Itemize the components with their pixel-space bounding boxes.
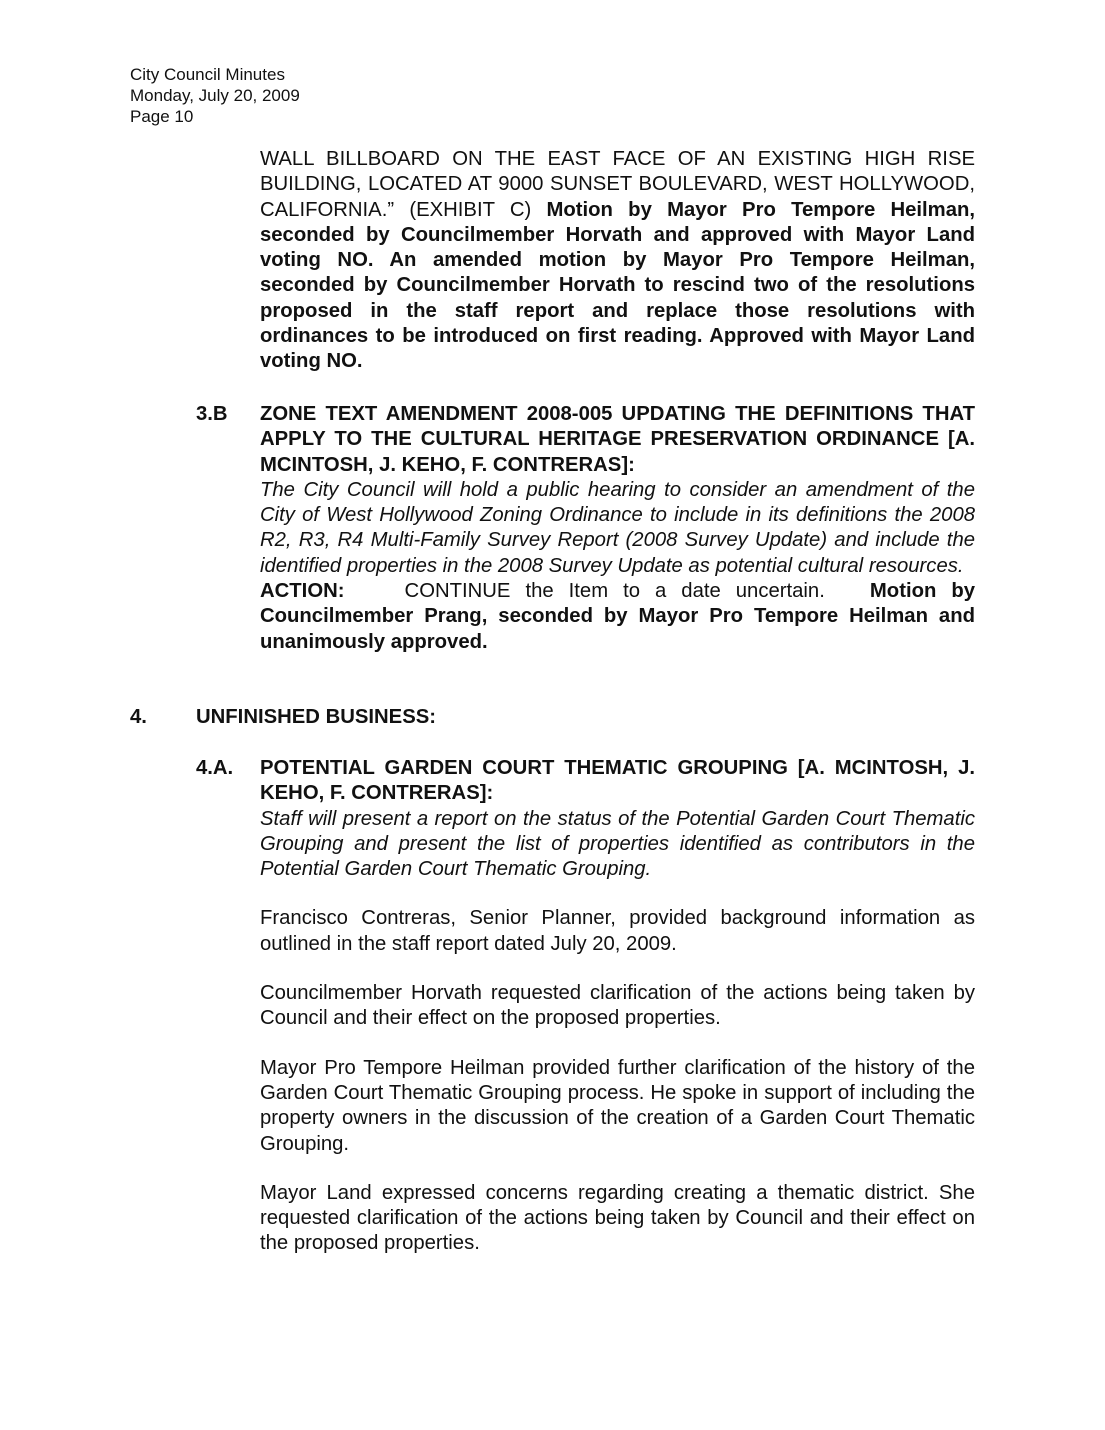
document-title: City Council Minutes (130, 65, 285, 84)
item-3b-title: ZONE TEXT AMENDMENT 2008-005 UPDATING THE DEFINITIONS THAT APPLY TO THE CULTURAL HERITAGE PRESERVATION ORDINANCE [A. MCINTOSH, J. KEHO, F. CONTRERAS]: (260, 403, 975, 476)
item-4a-paragraph-2: Councilmember Horvath requested clarification of the actions being taken by Council and their effect on the proposed properties. (260, 982, 975, 1030)
item-3b-action-label: ACTION: (260, 580, 345, 603)
section-4-title: UNFINISHED BUSINESS: (196, 706, 437, 728)
item-3b-action (260, 579, 975, 655)
page-header (130, 64, 300, 127)
continued-item-motion: Motion by Mayor Pro Tempore Heilman, seconded by Councilmember Horvath and approved with Mayor Land voting NO. An amended motion by Mayor Pro Tempore Heilman, seconded by Councilmember Horvath to rescind two of the resolutions proposed in the staff report and replace those resolutions with ordinances to be introduced on first reading. Approved with Mayor Land voting NO. (260, 198, 976, 373)
meeting-date: Monday, July 20, 2009 (130, 86, 300, 105)
item-4a-paragraph-1: Francisco Contreras, Senior Planner, provided background information as outlined in the staff report dated July 20, 2009. (260, 907, 975, 955)
item-4a-paragraph-3: Mayor Pro Tempore Heilman provided further clarification of the history of the Garden Court Thematic Grouping process. He spoke in support of including the property owners in the discussion of the creation of a Garden Court Thematic Grouping. (260, 1056, 975, 1155)
item-4a-description: Staff will present a report on the status of the Potential Garden Court Thematic Grouping and present the list of properties identified as contributors in the Potential Garden Court Thematic Grouping. (260, 807, 975, 881)
item-3b-number: 3.B (196, 403, 228, 425)
item-3b (260, 402, 975, 655)
page-number: Page 10 (130, 107, 194, 126)
item-3b-description: The City Council will hold a public hearing to consider an amendment of the City of West Hollywood Zoning Ordinance to include in its definitions the 2008 R2, R3, R4 Multi-Family Survey Report (2008 Survey Update) and include the identified properties in the 2008 Survey Update as potential cultural resources. (260, 478, 975, 577)
section-4-number: 4. (130, 706, 147, 728)
item-4a-title: POTENTIAL GARDEN COURT THEMATIC GROUPING [A. MCINTOSH, J. KEHO, F. CONTRERAS]: (260, 757, 975, 805)
continued-item-text: WALL BILLBOARD ON THE EAST FACE OF AN EXISTING HIGH RISE BUILDING, LOCATED AT 9000 SUNSET BOULEVARD, WEST HOLLYWOOD, CALIFORNIA.” (EXHIBIT C) (260, 148, 975, 221)
item-4a-paragraph-4: Mayor Land expressed concerns regarding creating a thematic district. She requested clarification of the actions being taken by Council and their effect on the proposed properties. (260, 1181, 975, 1255)
item-4a-number: 4.A. (196, 757, 234, 779)
item-3b-motion: Motion by Councilmember Prang, seconded by Mayor Pro Tempore Heilman and unanimously approved. (260, 580, 976, 653)
continued-item (260, 147, 975, 375)
item-3b-action-text: CONTINUE the Item to a date uncertain. (404, 580, 825, 603)
item-4a (260, 756, 975, 1257)
